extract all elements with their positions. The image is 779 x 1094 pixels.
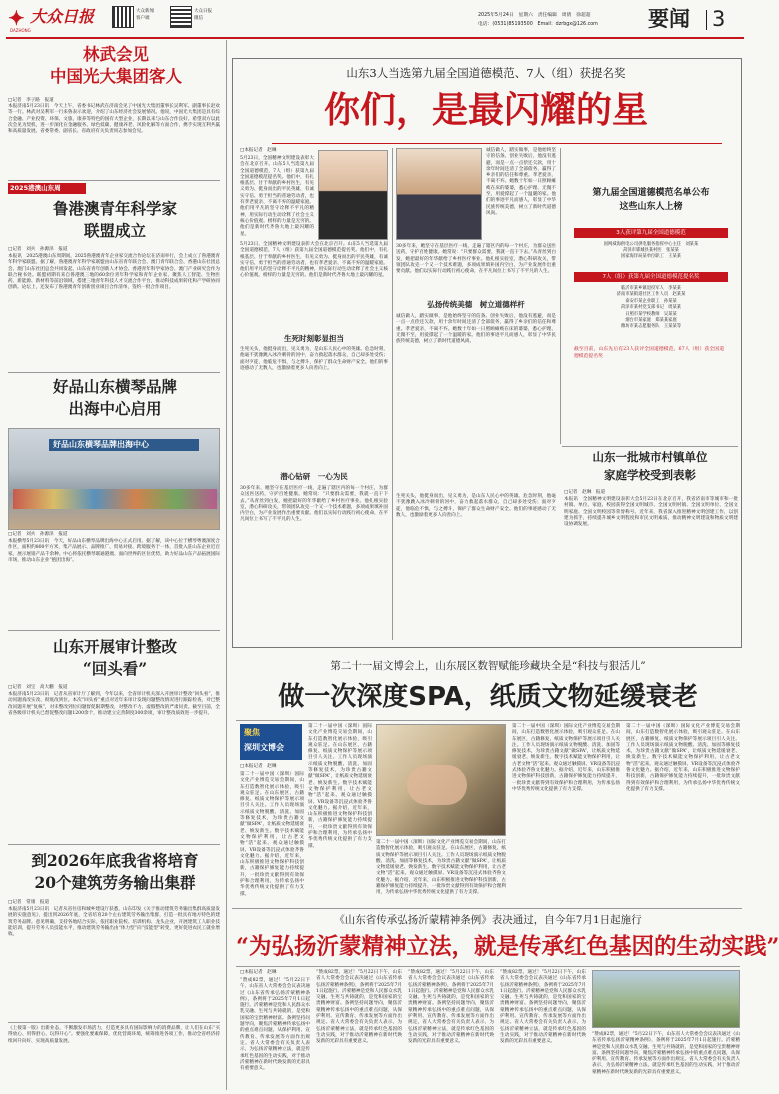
bottom-headline: “为弘扬沂蒙精神立法，就是传承红色基因的生动实践” <box>236 934 779 960</box>
qr-code-1 <box>112 6 134 28</box>
article1-byline: □记者 李子路 报道 <box>8 98 54 103</box>
sidebar-band-2-label: 7人（组）获第九届全国道德模范提名奖 <box>602 274 700 280</box>
bottom-col3: “赞成82票，通过！”5月22日下午，山东省人大常委会会议表决通过《山东省传承弘扬沂蒙精神条例》，条例将于2025年7月1日起施行。沂蒙精神是党和人民群众水乳交融、生死与共铸就的，是党和国家的宝贵精神财富。条例坚持问题导向，聚焦沂蒙精神传承弘扬中的重点难点问题，从保护利用、宣传教育、传承发展等方面作出规定。省人大常委会有关负责人表示，为弘扬沂蒙精神立法，就是传承红色基因的生动实践，对于推动沂蒙精神在新时代焕发新的光彩具有重要意义。 <box>408 970 494 1045</box>
feature-col3-top: 诚信做人，踏实做事，是他始终坚守的信条。创业失败后，他没有逃避，而是一点一点偿还欠款，用十余年时间还清了全部债务，赢得了乡亲们的信任和尊重。孝老爱亲，不离不弃。她数十年如一日照顾瘫痪在床的婆婆，悉心护理、无微不至，用爱撑起了一个温暖的家。他们的事迹平凡而感人，彰显了中华民族传统美德，树立了新时代道德风尚。 <box>486 148 556 216</box>
divider <box>8 630 220 631</box>
sidebar-band-1-label: 3人获评第九届全国道德模范 <box>616 230 686 236</box>
qr-label-1b: 客户端 <box>136 16 150 21</box>
divider <box>236 720 740 721</box>
bottom-col5: “赞成82票，通过！”5月22日下午，山东省人大常委会会议表决通过《山东省传承弘扬沂蒙精神条例》，条例将于2025年7月1日起施行。沂蒙精神是党和人民群众水乳交融、生死与共铸就的，是党和国家的宝贵精神财富。条例坚持问题导向，聚焦沂蒙精神传承弘扬中的重点难点问题，从保护利用、宣传教育、传承发展等方面作出规定。省人大常委会有关负责人表示，为弘扬沂蒙精神立法，就是传承红色基因的生动实践，对于推动沂蒙精神在新时代焕发新的光彩具有重要意义。 <box>592 1032 740 1075</box>
feature-col-divider <box>392 148 393 640</box>
divider <box>236 966 740 967</box>
article2-byline: □记者 刘兵 孙源泽 报道 <box>8 247 68 252</box>
honoree-photo-2 <box>396 148 482 240</box>
shenzhen-expo-badge <box>240 724 302 760</box>
brand-center-photo <box>8 428 220 530</box>
article5-title: 到2026年底我省将培育 20个建筑劳务输出集群 <box>31 851 199 892</box>
masthead <box>0 0 750 38</box>
spa-col5: 第二十一届中国（深圳）国际文化产业博览交易会期间，山东打造数智化展示体验，吸引观众驻足。在山东展区，古籍修复、纸质文物保护等展示项目引人关注。工作人员现场演示纸质文物脱酸、清洗、加固等修复技术，为珍贵古籍文献“做SPA”，让纸质文物延缓衰老、焕发新生。数字技术赋能文物保护利用，让古老文物“活”起来。观众通过触摸屏、VR设备等沉浸式体验齐鲁文化魅力。据介绍，近年来，山东积极推进文物保护科技创新，古籍保护修复能力持续提升，一批珍贵文献得到有效保护和合理利用，为传承弘扬中华优秀传统文化提供了有力支撑。 <box>626 724 740 792</box>
sidebar-list-1: 国网威海供电公司供电服务指挥中心主任 刘某某 菏泽市郓城县某村医 张某某 国家海洋局某单位职工 王某某 <box>603 242 699 260</box>
feature-col3-body-b: 生死关头，他挺身而出，见义勇为，是山东人民心中的英雄。危急时刻，他毫不犹豫跳入冰冷刺骨的河中，奋力救起落水群众，自己却多处受伤；面对歹徒，他临危不惧，与之搏斗，保护了群众生命财产安全。他们的事迹感动了无数人，也激励着更多人向善向上。 <box>396 494 556 518</box>
article5-body: 本报济南5月23日讯 记者从省住房和城乡建设厅获悉，山东印发《关于推动建筑劳务输出集群高质量发展的实施意见》，提出到2026年底，全省培育20个左右建筑劳务输出集群，打造一批具有地方特色的建筑劳务品牌。意见明确，支持各地结合实际，依托职业院校、培训机构、龙头企业，开展建筑工人职业技能培训，提升劳务人员技能水平，推动建筑劳务输出由“体力型”向“技能型”转变，更好促进农民工就业增收。 <box>8 907 220 938</box>
article4-body: 本报济南5月23日讯 记者从省审计厅了解到，今年以来，全省审计机关深入开展审计整改“回头看”，推动问题真改实改、彻底改到位。本次“回头看”重点对近年来审计发现问题整改情况进行跟踪检查，对已整改问题开展“复核”，对未整改到位问题督促限期整改，对整改不力、虚假整改的严肃问责。截至目前，全省各级审计机关已督促整改问题1200余个，推动建立完善制度300余项，审计整改质效进一步提升。 <box>8 692 220 716</box>
feature-col3-body: 诚信做人，踏实做事，是他始终坚守的信条。创业失败后，他没有逃避，而是一点一点偿还欠款，用十余年时间还清了全部债务，赢得了乡亲们的信任和尊重。孝老爱亲，不离不弃。她数十年如一日照顾瘫痪在床的婆婆，悉心护理、无微不至，用爱撑起了一个温暖的家。他们的事迹平凡而感人，彰显了中华民族传统美德，树立了新时代道德风尚。 <box>396 314 556 345</box>
feature-col2-body: 30多年来，她坚守在基层医疗一线，走遍了辖区内的每一个村庄，为群众送医送药，守护百姓健康。她常说：“只要群众需要，我就一直干下去。”从青丝到白发，她把最好的年华献给了乡村医疗事业。他扎根实验室，潜心科研攻关，带领团队攻克一个又一个技术难题，多项成果填补国内空白，为产业发展作出重要贡献。他们以实际行动践行初心使命，在平凡岗位上书写了不平凡的人生。 <box>240 486 388 523</box>
qr-label-1a: 大众新闻 <box>136 9 154 14</box>
honoree-photo-1 <box>318 150 388 240</box>
bottom-kicker: 《山东省传承弘扬沂蒙精神条例》表决通过，自今年7月1日起施行 <box>334 914 642 926</box>
article2-body: 本报讯 2025港澳山东周期间，2025鲁港澳青年企业家交流合作论坛在济南举行，会上成立了鲁港澳青年科学家联盟。据了解，鲁港澳青年科学家联盟由山东省青年联合会、澳门青年联合会、香港山东社团总会、澳门山东社团总会共同发起，山东省青年创新人才协会、香港青年科学家协会、澳门产业研究会作为联合秘书处。联盟初期有来自鲁港澳三地的60余位青年科学家和青年企业家，聚焦人工智能、生物医药、新能源、新材料等前沿领域，搭建三地青年科技人才交流合作平台，推动科技成果转化和产学研协同创新。论坛上，还发布了鲁港澳青年创新创业项目合作清单，签约一批合作项目。 <box>8 254 220 291</box>
badge-top: 聚焦 <box>244 728 260 737</box>
divider <box>562 446 738 447</box>
continued-footnote: 《上接第一版》出新业态，不断激发市场活力，打造更多具有国际影响力的消费品牌，让人们在山东“买得放心、用得舒心、玩得开心”。要强化要素保障，优化营商环境，统筹推进各项工作，推动全省经济持续回升向好、实现高质量发展。 <box>8 1026 220 1044</box>
left-column-divider <box>226 40 227 1090</box>
feature-col3-mid: 30多年来，她坚守在基层医疗一线，走遍了辖区内的每一个村庄，为群众送医送药，守护百姓健康。她常说：“只要群众需要，我就一直干下去。”从青丝到白发，她把最好的年华献给了乡村医疗事业。他扎根实验室，潜心科研攻关，带领团队攻克一个又一个技术难题，多项成果填补国内空白，为产业发展作出重要贡献。他们以实际行动践行初心使命，在平凡岗位上书写了不平凡的人生。 <box>396 244 556 275</box>
divider <box>232 908 742 909</box>
feature-kicker: 山东3人当选第九届全国道德模范、7人（组）获提名奖 <box>346 66 626 80</box>
spa-byline: □本报记者 赵琳 <box>240 764 277 769</box>
feature-col1-intro: 5月23日，全国精神文明建设表彰大会在北京召开。山东5人当选第九届全国道德模范，7人（组）获第九届全国道德模范提名奖。他们中，有扎根基层、甘于奉献的乡村医生，有见义勇为、挺身而出的平民英雄，有诚实守信、勇于担当的普通劳动者，也有孝老爱亲、不离不弃的温暖家庭。他们用平凡的坚守诠释不平凡的精神，用实际行动生动诠释了社会主义核心价值观。榜样的力量是无穷的。他们是新时代齐鲁大地上最闪耀的星。 <box>240 156 314 237</box>
spa-col4: 第二十一届中国（深圳）国际文化产业博览交易会期间，山东打造数智化展示体验，吸引观众驻足。在山东展区，古籍修复、纸质文物保护等展示项目引人关注。工作人员现场演示纸质文物脱酸、清洗、加固等修复技术，为珍贵古籍文献“做SPA”，让纸质文物延缓衰老、焕发新生。数字技术赋能文物保护利用，让古老文物“活”起来。观众通过触摸屏、VR设备等沉浸式体验齐鲁文化魅力。据介绍，近年来，山东积极推进文物保护科技创新，古籍保护修复能力持续提升，一批珍贵文献得到有效保护和合理利用，为传承弘扬中华优秀传统文化提供了有力支撑。 <box>512 724 620 792</box>
article5-byline: □记者 常康 报道 <box>8 900 50 905</box>
photo-signage: 好品山东横琴品牌出海中心 <box>49 439 199 451</box>
article1-body: 本报济南5月23日讯 今天上午，省委书记林武在济南会见了中国光大集团董事长吴利军、副董事长赵欢等一行。林武对吴利军一行来鲁表示欢迎，介绍了山东经济社会发展情况。他说，中国光大集团是具有综合金融、产业投资、环保、文旅、康养等特色的国有大型企业，长期以来与山东合作良好。希望双方以此次会见为契机，进一步深化在金融服务、绿色低碳、健康养老、风险化解等方面合作，携手实现互利共赢和高质量发展。省委常委、副省长、省政府有关负责同志参加会见。 <box>8 104 220 135</box>
masthead-rule <box>6 37 744 39</box>
bottom-col2: “赞成82票，通过！”5月22日下午，山东省人大常委会会议表决通过《山东省传承弘扬沂蒙精神条例》，条例将于2025年7月1日起施行。沂蒙精神是党和人民群众水乳交融、生死与共铸就的，是党和国家的宝贵精神财富。条例坚持问题导向，聚焦沂蒙精神传承弘扬中的重点难点问题，从保护利用、宣传教育、传承发展等方面作出规定。省人大常委会有关负责人表示，为弘扬沂蒙精神立法，就是传承红色基因的生动实践，对于推动沂蒙精神在新时代焕发新的光彩具有重要意义。 <box>316 970 402 1045</box>
logo-mark-icon: ✦ <box>8 6 25 30</box>
feature-headline: 你们，是最闪耀的星 <box>323 89 648 131</box>
contact-line: 电话：(0531)85193500 Email：dzrbgx@126.com <box>478 22 598 27</box>
spa-col2: 第二十一届中国（深圳）国际文化产业博览交易会期间，山东打造数智化展示体验，吸引观众驻足。在山东展区，古籍修复、纸质文物保护等展示项目引人关注。工作人员现场演示纸质文物脱酸、清洗、加固等修复技术，为珍贵古籍文献“做SPA”，让纸质文物延缓衰老、焕发新生。数字技术赋能文物保护利用，让古老文物“活”起来。观众通过触摸屏、VR设备等沉浸式体验齐鲁文化魅力。据介绍，近年来，山东积极推进文物保护科技创新，古籍保护修复能力持续提升，一批珍贵文献得到有效保护和合理利用，为传承弘扬中华优秀传统文化提供了有力支撑。 <box>308 724 372 849</box>
article2-title: 鲁港澳青年科学家 联盟成立 <box>52 199 177 240</box>
section-title: 要闻 <box>648 7 690 31</box>
page-number: 3 <box>712 7 726 31</box>
divider <box>8 180 220 181</box>
yimeng-photo <box>592 970 740 1028</box>
spa-col1: 第二十一届中国（深圳）国际文化产业博览交易会期间，山东打造数智化展示体验，吸引观众驻足。在山东展区，古籍修复、纸质文物保护等展示项目引人关注。工作人员现场演示纸质文物脱酸、清洗、加固等修复技术，为珍贵古籍文献“做SPA”，让纸质文物延缓衰老、焕发新生。数字技术赋能文物保护利用，让古老文物“活”起来。观众通过触摸屏、VR设备等沉浸式体验齐鲁文化魅力。据介绍，近年来，山东积极推进文物保护科技创新，古籍保护修复能力持续提升，一批珍贵文献得到有效保护和合理利用，为传承弘扬中华优秀传统文化提供了有力支撑。 <box>240 772 304 897</box>
feature-subhead-1: 生死时刻彰显担当 <box>284 334 344 343</box>
qr-code-2 <box>170 6 192 28</box>
logo-text: 大众日报 <box>30 7 95 26</box>
divider <box>8 1022 220 1023</box>
article2-kicker: 2025港澳山东周 <box>10 184 61 192</box>
photo-hands <box>407 765 467 805</box>
sidebar-note: 截至目前，山东先后有23人获评全国道德模范，67人（组）获全国道德模范提名奖 <box>574 347 724 359</box>
paper-relic-photo <box>376 724 506 836</box>
feature-col1-continued: 5月23日，全国精神文明建设表彰大会在北京召开。山东5人当选第九届全国道德模范，7人（组）获第九届全国道德模范提名奖。他们中，有扎根基层、甘于奉献的乡村医生，有见义勇为、挺身而出的平民英雄，有诚实守信、勇于担当的普通劳动者，也有孝老爱亲、不离不弃的温暖家庭。他们用平凡的坚守诠释不平凡的精神，用实际行动生动诠释了社会主义核心价值观。榜样的力量是无穷的。他们是新时代齐鲁大地上最闪耀的星。 <box>240 242 388 279</box>
right-article-body: 本报讯 全国精神文明建设表彰大会5月23日在北京召开，我省济南市等城市和一批村镇、单位、家庭、校园获得全国文明城市、全国文明村镇、全国文明单位、全国文明家庭、全国文明校园等荣誉称号。近年来，我省深入推进精神文明创建工作，以创建为抓手，持续提升城乡文明程度和市民文明素质，推动精神文明建设和物质文明建设协调发展。 <box>564 497 738 528</box>
article3-body: 本报横琴5月23日讯 今天，好品山东横琴品牌出海中心正式启用。据了解，该中心位于横琴粤澳深度合作区，面积约800平方米，集产品展示、品牌推广、贸易对接、跨境服务于一体，首批入驻山东企业近百家，展示展销产品千余种。中心将依托横琴联通港澳、面向世界的区位优势，助力好品山东产品拓展国际市场，推动山东企业“抱团出海”。 <box>8 539 220 563</box>
feature-col1b-body: 生死关头，他挺身而出，见义勇为，是山东人民心中的英雄。危急时刻，他毫不犹豫跳入冰冷刺骨的河中，奋力救起落水群众，自己却多处受伤；面对歹徒，他临危不惧，与之搏斗，保护了群众生命财产安全。他们的事迹感动了无数人，也激励着更多人向善向上。 <box>240 347 388 371</box>
bottom-col1: “赞成82票，通过！”5月22日下午，山东省人大常委会会议表决通过《山东省传承弘扬沂蒙精神条例》，条例将于2025年7月1日起施行。沂蒙精神是党和人民群众水乳交融、生死与共铸就的，是党和国家的宝贵精神财富。条例坚持问题导向，聚焦沂蒙精神传承弘扬中的重点难点问题，从保护利用、宣传教育、传承发展等方面作出规定。省人大常委会有关负责人表示，为弘扬沂蒙精神立法，就是传承红色基因的生动实践，对于推动沂蒙精神在新时代焕发新的光彩具有重要意义。 <box>240 978 310 1072</box>
spa-col3: 第二十一届中国（深圳）国际文化产业博览交易会期间，山东打造数智化展示体验，吸引观众驻足。在山东展区，古籍修复、纸质文物保护等展示项目引人关注。工作人员现场演示纸质文物脱酸、清洗、加固等修复技术，为珍贵古籍文献“做SPA”，让纸质文物延缓衰老、焕发新生。数字技术赋能文物保护利用，让古老文物“活”起来。观众通过触摸屏、VR设备等沉浸式体验齐鲁文化魅力。据介绍，近年来，山东积极推进文物保护科技创新，古籍保护修复能力持续提升，一批珍贵文献得到有效保护和合理利用，为传承弘扬中华优秀传统文化提供了有力支撑。 <box>376 840 506 896</box>
qr-label-2b: 微信 <box>194 16 203 21</box>
article3-title: 好品山东横琴品牌 出海中心启用 <box>52 377 177 418</box>
article1-title: 林武会见 中国光大集团客人 <box>50 45 182 86</box>
feature-subhead-3: 弘扬传统美德 树立道德样杆 <box>427 300 525 309</box>
feature-accent-line <box>272 143 722 144</box>
article3-byline: □记者 刘兵 孙源泽 报道 <box>8 532 68 537</box>
feature-byline: □本报记者 赵琳 <box>240 148 277 153</box>
divider <box>8 372 220 373</box>
divider <box>8 844 220 845</box>
right-article-title: 山东一批城市村镇单位 家庭学校受到表彰 <box>592 450 708 482</box>
spa-headline: 做一次深度SPA，纸质文物延缓衰老 <box>278 682 698 712</box>
sidebar-title: 第九届全国道德模范名单公布 这些山东人上榜 <box>592 188 710 212</box>
right-article-byline: □记者 赵琳 报道 <box>564 490 606 495</box>
sidebar-list-2: 临沂市某乡镇退役军人 李某某 济南市某街道社区工作人员 赵某某 泰安市某企业职工 孙某某 菏泽市某村党支部书记 周某某 日照市某学校教师 吴某某 烟台市某家庭 郑某某家庭 潍坊市某志愿服务队 王某某等 <box>616 286 686 330</box>
article4-byline: □记者 刘宝 高大鹏 报道 <box>8 685 68 690</box>
logo-pinyin: DAZHONG <box>10 28 31 33</box>
date-line: 2025年5月24日 星期六 责任编辑 周倩 徐超超 <box>478 13 591 18</box>
section-divider <box>706 10 707 30</box>
qr-label-2a: 大众日报 <box>194 9 212 14</box>
photo-shelf <box>13 489 217 509</box>
bottom-col4: “赞成82票，通过！”5月22日下午，山东省人大常委会会议表决通过《山东省传承弘扬沂蒙精神条例》，条例将于2025年7月1日起施行。沂蒙精神是党和人民群众水乳交融、生死与共铸就的，是党和国家的宝贵精神财富。条例坚持问题导向，聚焦沂蒙精神传承弘扬中的重点难点问题，从保护利用、宣传教育、传承发展等方面作出规定。省人大常委会有关负责人表示，为弘扬沂蒙精神立法，就是传承红色基因的生动实践，对于推动沂蒙精神在新时代焕发新的光彩具有重要意义。 <box>500 970 586 1045</box>
logo <box>8 6 104 34</box>
spa-kicker: 第二十一届文博会上，山东展区数智赋能珍藏块全是“科技与狠活儿” <box>330 660 646 672</box>
article4-title: 山东开展审计整改 “回头看” <box>52 637 177 678</box>
badge-bottom: 深圳文博会 <box>244 743 284 752</box>
feature-subhead-2: 潜心钻研 一心为民 <box>280 472 348 481</box>
feature-col-divider <box>560 148 561 444</box>
bottom-byline: □本报记者 赵琳 <box>240 970 277 975</box>
